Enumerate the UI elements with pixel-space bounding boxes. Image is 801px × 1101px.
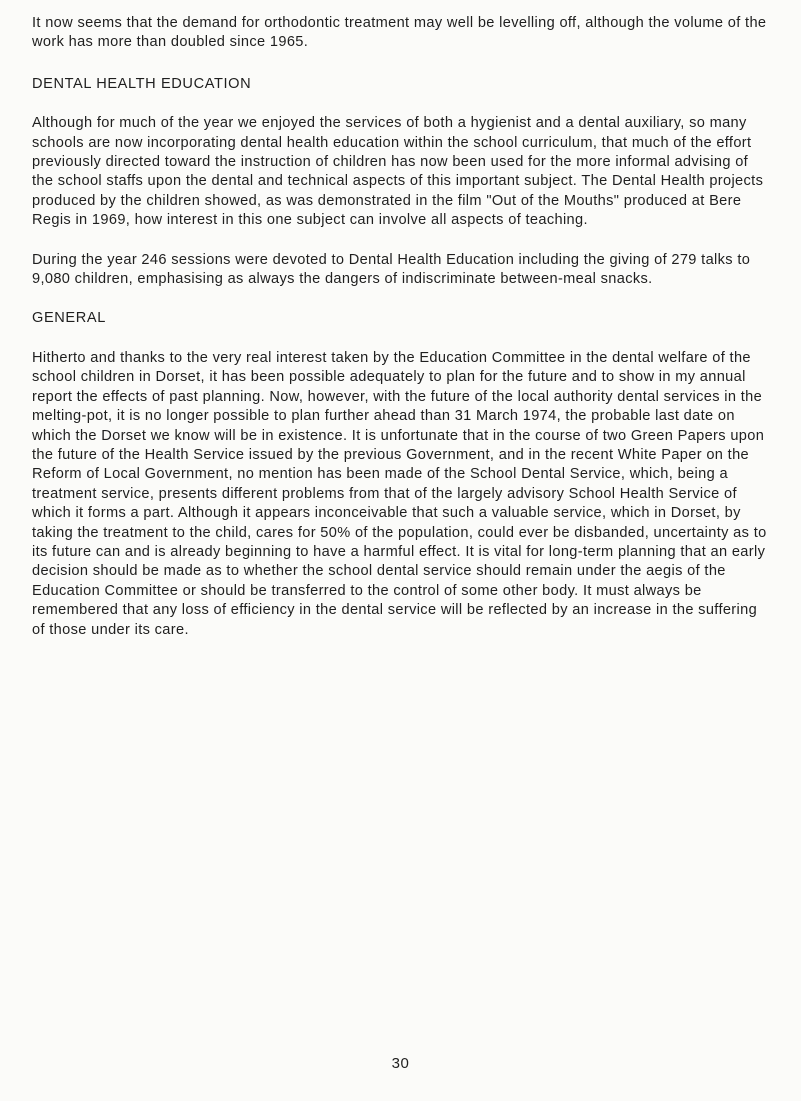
page-number: 30 [391, 1055, 410, 1072]
intro-paragraph: It now seems that the demand for orthodontic treatment may well be levelling off, although the volume of the work has more than doubled since 1965. [32, 15, 767, 51]
section-heading-dental-health-education: DENTAL HEALTH EDUCATION [32, 75, 252, 92]
dental-health-education-paragraph-1: Although for much of the year we enjoyed the services of both a hygienist and a dental auxiliary, so many schools are now incorporating dental health education within the school curriculum, that much of the effort previously directed toward the instruction of children has now been used for the more informal advising of the school staffs upon the dental and technical aspects of this important subject. The Dental Health projects produced by the children showed, as was demonstrated in the film "Out of the Mouths" produced at Bere Regis in 1969, how interest in this one subject can involve all aspects of teaching. [32, 115, 764, 229]
dental-health-education-paragraph-2: During the year 246 sessions were devoted to Dental Health Education including the giving of 279 talks to 9,080 children, emphasising as always the dangers of indiscriminate between-meal snacks. [32, 251, 751, 288]
general-paragraph: Hitherto and thanks to the very real interest taken by the Education Committee in the dental welfare of the school children in Dorset, it has been possible adequately to plan for the future and to show in my annual report the effects of past planning. Now, however, with the future of the local authority dental services in the melting-pot, it is no longer possible to plan further ahead than 31 March 1974, the probable last date on which the Dorset we know will be in existence. It is unfortunate that in the course of two Green Papers upon the future of the Health Service issued by the previous Government, and in the recent White Paper on the Reform of Local Government, no mention has been made of the School Dental Service, which, being a treatment service, presents different problems from that of the largely advisory School Health Service of which it forms a part. Although it appears inconceivable that such a valuable service, which in Dorset, by taking the treatment to the child, cares for 50% of the population, could ever be disbanded, uncertainty as to its future can and is already beginning to have a harmful effect. It is vital for long-term planning that an early decision should be made as to whether the school dental service should remain under the aegis of the Education Committee or should be transferred to the control of some other body. It must always be remembered that any loss of efficiency in the dental service will be reflected by an increase in the suffering of those under its care. [32, 349, 767, 638]
document-page [32, 14, 772, 640]
section-heading-general: GENERAL [32, 310, 106, 327]
